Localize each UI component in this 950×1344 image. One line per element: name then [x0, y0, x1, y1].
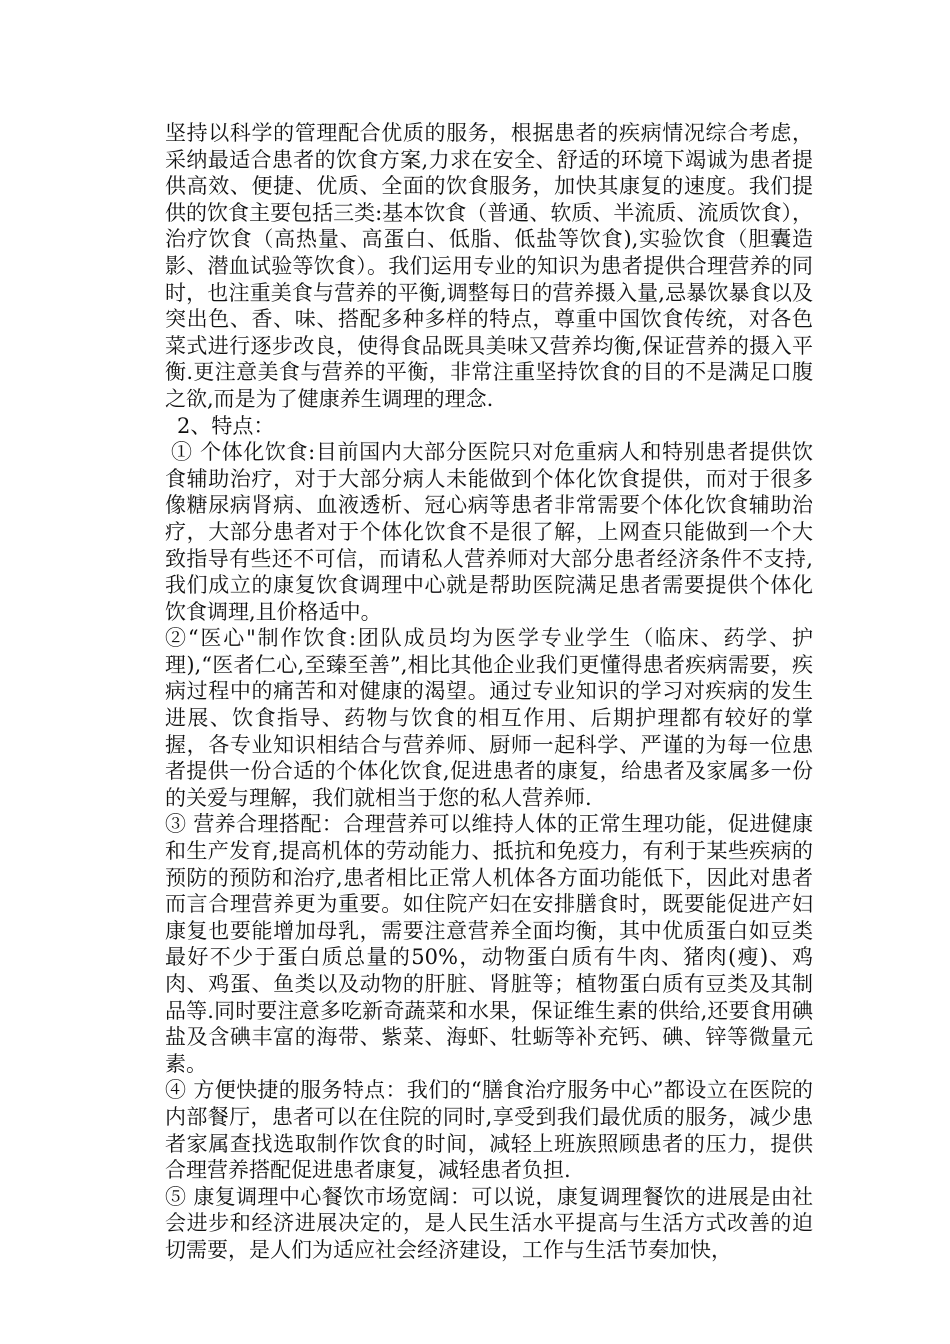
feature-item-4: ④ 方便快捷的服务特点：我们的“膳食治疗服务中心”都设立在医院的内部餐厅，患者可以在住院的同时,享受到我们最优质的服务，减少患者家属查找选取制作饮食的时间，减轻上班族照顾患者的压力，提供合理营养搭配促进患者康复，减轻患者负担. — [165, 1078, 813, 1183]
feature-item-3: ③ 营养合理搭配：合理营养可以维持人体的正常生理功能，促进健康和生产发育,提高机体的劳动能力、抵抗和免疫力，有利于某些疾病的预防的预防和治疗,患者相比正常人机体各方面功能低下，因此对患者而言合理营养更为重要。如住院产妇在安排膳食时，既要能促进产妇康复也要能增加母乳，需要注意营养全面均衡，其中优质蛋白如豆类最好不少于蛋白质总量的50%，动物蛋白质有牛肉、猪肉(瘦)、鸡肉、鸡蛋、鱼类以及动物的肝脏、肾脏等；植物蛋白质有豆类及其制品等.同时要注意多吃新奇蔬菜和水果，保证维生素的供给,还要食用碘盐及含碘丰富的海带、紫菜、海虾、牡蛎等补充钙、碘、锌等微量元素。 — [165, 812, 813, 1076]
feature-item-2: ②“医心"制作饮食:团队成员均为医学专业学生（临床、药学、护理),“医者仁心,至臻至善”,相比其他企业我们更懂得患者疾病需要，疾病过程中的痛苦和对健康的渴望。通过专业知识的学习对疾病的发生进展、饮食指导、药物与饮食的相互作用、后期护理都有较好的掌握，各专业知识相结合与营养师、厨师一起科学、严谨的为每一位患者提供一份合适的个体化饮食,促进患者的康复，给患者及家属多一份的关爱与理解，我们就相当于您的私人营养师. — [165, 626, 813, 810]
document-page — [165, 120, 813, 1264]
intro-paragraph: 坚持以科学的管理配合优质的服务，根据患者的疾病情况综合考虑，采纳最适合患者的饮食方案,力求在安全、舒适的环境下竭诚为患者提供高效、便捷、优质、全面的饮食服务，加快其康复的速度。我们提供的饮食主要包括三类:基本饮食（普通、软质、半流质、流质饮食），治疗饮食（高热量、高蛋白、低脂、低盐等饮食),实验饮食（胆囊造影、潜血试验等饮食）。我们运用专业的知识为患者提供合理营养的同时，也注重美食与营养的平衡,调整每日的营养摄入量,忌暴饮暴食以及突出色、香、味、搭配多种多样的特点，尊重中国饮食传统，对各色菜式进行逐步改良，使得食品既具美味又营养均衡,保证营养的摄入平衡.更注意美食与营养的平衡，非常注重坚持饮食的目的不是满足口腹之欲,而是为了健康养生调理的理念. — [165, 121, 813, 411]
feature-item-5: ⑤ 康复调理中心餐饮市场宽阔：可以说，康复调理餐饮的进展是由社会进步和经济进展决定的，是人民生活水平提高与生活方式改善的迫切需要，是人们为适应社会经济建设，工作与生活节奏加快， — [165, 1184, 813, 1262]
section-heading: 2、特点： — [177, 413, 275, 438]
feature-item-1: ① 个体化饮食:目前国内大部分医院只对危重病人和特别患者提供饮食辅助治疗，对于大部分病人未能做到个体化饮食提供，而对于很多像糖尿病肾病、血液透析、冠心病等患者非常需要个体化饮食辅助治疗，大部分患者对于个体化饮食不是很了解，上网查只能做到一个大致指导有些还不可信，而请私人营养师对大部分患者经济条件不支持,我们成立的康复饮食调理中心就是帮助医院满足患者需要提供个体化饮食调理,且价格适中。 — [165, 440, 813, 624]
